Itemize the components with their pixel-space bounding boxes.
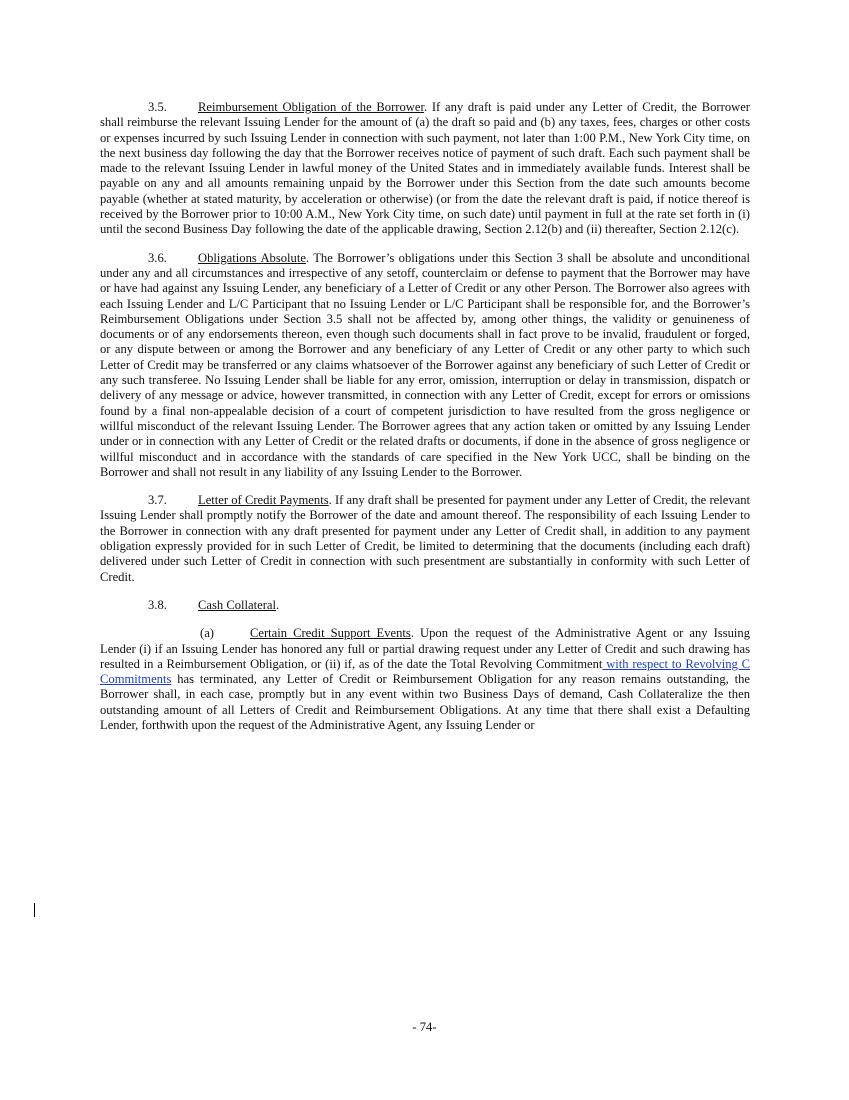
subsection-body-after: has terminated, any Letter of Credit or Reimbursement Obligation for any reason remains outstanding, the Borrower shall, in each case, promptly but in any event within two Business Days of demand, Cash Collateralize the then outstanding amount of all Letters of Credit and Reimbursement Obligations. At any time that there shall exist a Defaulting Lender, forthwith upon the request of the Administrative Agent, any Issuing Lender or xyxy=(100,672,750,732)
section-number: 3.5. xyxy=(148,100,167,114)
subsection-body-before: . Upon the request of the Administrative Agent or any Issuing Lender (i) if an Issuing Lender has honored any full or partial drawing request under any Letter of Credit and such drawing has resulted in a Reimbursement Obligation, or (ii) if, as of the date the Total Revolving Commitment xyxy=(100,626,750,671)
section-number: 3.8. xyxy=(148,597,167,612)
section-number: 3.7. xyxy=(148,493,167,508)
subsection-heading: Certain Credit Support Events xyxy=(250,626,411,641)
section-3-6 xyxy=(100,251,750,480)
section-body: . If any draft is paid under any Letter of Credit, the Borrower shall reimburse the relevant Issuing Lender for the amount of (a) the draft so paid and (b) any taxes, fees, charges or other costs or expenses incurred by such Issuing Lender in connection with such payment, not later than 1:00 P.M., New York City time, on the next business day following the day that the Borrower receives notice of payment of such draft. Each such payment shall be made to the relevant Issuing Lender in lawful money of the United States and in immediately available funds. Interest shall be payable on any and all amounts remaining unpaid by the Borrower under this Section from the date such amounts become payable (whether at stated maturity, by acceleration or otherwise) (or from the date the relevant draft is paid, if notice thereof is received by the Borrower prior to 10:00 A.M., New York City time, on such date) until payment in full at the rate set forth in (i) until the second Business Day following the date of the applicable drawing, Section 2.12(b) and (ii) thereafter, Section 2.12(c). xyxy=(100,100,750,237)
subsection-number: (a) xyxy=(200,626,214,641)
section-3-7 xyxy=(100,493,750,585)
section-3-8 xyxy=(100,598,750,613)
page-number: - 74- xyxy=(412,1020,437,1034)
inserted-revision-text: with respect to Revolving C Commitments xyxy=(100,656,750,687)
section-heading-end: . xyxy=(276,597,280,612)
section-3-5 xyxy=(100,100,750,238)
section-number: 3.6. xyxy=(148,250,167,265)
section-heading: Obligations Absolute xyxy=(198,250,306,265)
document-page xyxy=(100,100,750,746)
section-heading: Reimbursement Obligation of the Borrower xyxy=(198,100,424,114)
section-3-8-a xyxy=(100,626,750,733)
section-body: . The Borrower’s obligations under this Section 3 shall be absolute and unconditional under any and all circumstances and irrespective of any setoff, counterclaim or defense to payment that the Borrower may have or have had against any Issuing Lender, any beneficiary of a Letter of Credit or any other Person. The Borrower also agrees with each Issuing Lender and L/C Participant that no Issuing Lender or L/C Participant shall be responsible for, and the Borrower’s Reimbursement Obligations under Section 3.5 shall not be affected by, among other things, the validity or genuineness of documents or of any endorsements thereon, even though such documents shall in fact prove to be invalid, fraudulent or forged, or any dispute between or among the Borrower and any beneficiary of any Letter of Credit or any other party to which such Letter of Credit may be transferred or any claims whatsoever of the Borrower against any beneficiary of such Letter of Credit or any such transferee. No Issuing Lender shall be liable for any error, omission, interruption or delay in transmission, dispatch or delivery of any message or advice, however transmitted, in connection with any Letter of Credit, except for errors or omissions found by a final non-appealable decision of a court of competent jurisdiction to have resulted from the gross negligence or willful misconduct of the relevant Issuing Lender. The Borrower agrees that any action taken or omitted by any Issuing Lender under or in connection with any Letter of Credit or the related drafts or documents, if done in the absence of gross negligence or willful misconduct and in accordance with the standards of care specified in the New York UCC, shall be binding on the Borrower and shall not result in any liability of any Issuing Lender to the Borrower. xyxy=(100,250,750,479)
section-heading: Letter of Credit Payments xyxy=(198,493,329,508)
section-body: . If any draft shall be presented for payment under any Letter of Credit, the relevant Issuing Lender shall promptly notify the Borrower of the date and amount thereof. The responsibility of each Issuing Lender to the Borrower in connection with any draft presented for payment under any Letter of Credit shall, in addition to any payment obligation expressly provided for in such Letter of Credit, be limited to determining that the documents (including each draft) delivered under such Letter of Credit in connection with such presentment are substantially in conformity with such Letter of Credit. xyxy=(100,493,750,584)
section-heading: Cash Collateral xyxy=(198,597,276,612)
revision-change-bar xyxy=(34,903,35,917)
